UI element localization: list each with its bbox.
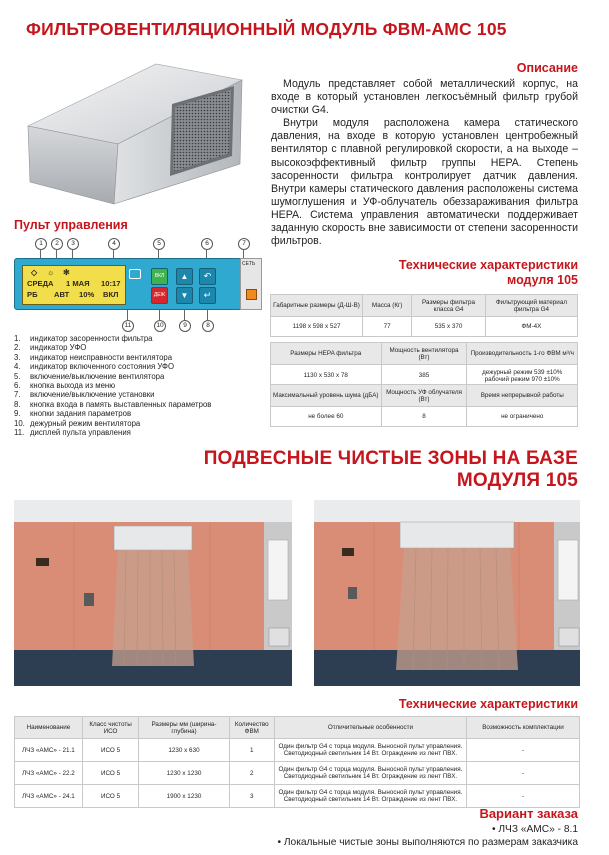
section-title-line2: МОДУЛЯ 105 xyxy=(456,470,578,491)
zone-specs-heading: Технические характеристики xyxy=(398,697,578,711)
uv-indicator-icon: ☼ xyxy=(47,268,55,277)
table-header: Время непрерывной работы xyxy=(467,385,578,407)
table-header: Производительность 1-го ФВМ м³/ч xyxy=(467,343,578,365)
table-header: Фильтрующий материал фильтра G4 xyxy=(485,295,577,317)
table-header: Мощность УФ облучателя (Вт) xyxy=(381,385,467,407)
callout-3: 3 xyxy=(67,238,79,250)
clean-zone-photo-2 xyxy=(314,500,580,686)
callout-4: 4 xyxy=(108,238,120,250)
table-header: Масса (Кг) xyxy=(363,295,412,317)
table-header: Отличительные особенности xyxy=(274,717,466,739)
table-cell: 77 xyxy=(363,317,412,337)
module-specs-table-1 xyxy=(270,294,578,337)
working-capacity: рабочий режим 970 ±10% xyxy=(484,375,560,383)
panel-display xyxy=(22,265,126,305)
return-arrow-icon: ↶ xyxy=(203,271,212,281)
section-title xyxy=(150,448,578,492)
table-header: Класс чистоты ИСО xyxy=(82,717,139,739)
power-switch[interactable] xyxy=(246,289,257,300)
legend-item: 4. индикатор включенного состояния УФО xyxy=(14,362,175,372)
display-mode-2: АВТ xyxy=(54,290,70,299)
table-header: Размеры фильтра класса G4 xyxy=(412,295,486,317)
power-unit xyxy=(240,258,262,310)
control-panel-heading: Пульт управления xyxy=(14,218,128,232)
order-option-1: • ЛЧЗ «АМС» - 8.1 xyxy=(491,824,578,835)
table-row: ЛЧЗ «АМС» - 21.1 ИСО 5 1230 х 630 1 Один фильтр G4 с торца модуля. Выносной пульт управления. Светодиодный светильник 14 Вт. Ограждение из лент ПВХ. - xyxy=(15,739,580,762)
display-percent: 10% xyxy=(79,290,95,299)
order-option-2: • Локальные чистые зоны выполняются по размерам заказчика xyxy=(277,837,578,848)
legend-item: 3. индикатор неисправности вентилятора xyxy=(14,352,173,362)
legend-item: 8. кнопка входа в память выставленных параметров xyxy=(14,399,212,409)
module-specs-table-2 xyxy=(270,342,578,387)
table-cell: 1130 х 530 х 78 xyxy=(271,365,382,387)
description-text xyxy=(271,78,578,248)
table-cell: не более 60 xyxy=(271,407,382,427)
arrow-up-icon: ▲ xyxy=(180,272,189,281)
table-header: Мощность вентилятора (Вт) xyxy=(381,343,467,365)
fan-fault-icon: ✻ xyxy=(63,268,70,277)
filter-indicator-icon: ◇ xyxy=(31,268,38,277)
description-paragraph-1: Модуль представляет собой металлический корпус, на входе в который установлен легкосъёмный фильтр грубой очистки G4. xyxy=(271,78,578,117)
callout-5: 5 xyxy=(153,238,165,250)
legend-item: 2. индикатор УФО xyxy=(14,343,87,353)
arrow-down-icon: ▼ xyxy=(180,291,189,300)
callout-8: 8 xyxy=(202,320,214,332)
description-heading: Описание xyxy=(516,61,578,75)
zone-specs-table xyxy=(14,716,580,808)
module-specs-table-3 xyxy=(270,384,578,427)
display-mode-1: РБ xyxy=(27,290,38,299)
legend-item: 1. индикатор засоренности фильтра xyxy=(14,334,153,343)
callout-11: 11 xyxy=(122,320,134,332)
legend-item: 10. дежурный режим вентилятора xyxy=(14,418,141,428)
power-label: СЕТЬ xyxy=(242,261,256,267)
display-state: ВКЛ xyxy=(103,290,119,299)
table-cell: 1198 х 598 х 527 xyxy=(271,317,363,337)
section-title-line1: ПОДВЕСНЫЕ ЧИСТЫЕ ЗОНЫ НА БАЗЕ xyxy=(203,448,578,469)
description-paragraph-2: Внутри модуля расположена камера статического давления, на входе в которую установлен центробежный вентилятор с плавной регулировкой скорости, а на выходе – высокоэффективный фильтр группы HEPA. Степень засоренности фильтра контролирует датчик давления. Внутри камеры статического давления расположены система шумоглушения и УФ-облучатель обеззараживания фильтра HEPA. Система управления автоматически поддерживает заданную скорость вне зависимости от степени засоренности фильтров. xyxy=(271,117,578,248)
legend-item: 5. включение/выключение вентилятора xyxy=(14,371,165,381)
table-cell: ФМ-4Х xyxy=(485,317,577,337)
table-header: Возможность комплектации xyxy=(466,717,579,739)
callout-2: 2 xyxy=(51,238,63,250)
module-specs-heading-line1: Технические характеристики xyxy=(398,258,578,272)
page-title: ФИЛЬТРОВЕНТИЛЯЦИОННЫЙ МОДУЛЬ ФВМ-АМС 105 xyxy=(26,19,507,39)
control-panel-legend xyxy=(14,334,264,437)
enter-arrow-icon: ↵ xyxy=(203,290,212,300)
table-header: Наименование xyxy=(15,717,83,739)
order-heading: Вариант заказа xyxy=(479,806,578,821)
control-panel xyxy=(14,258,242,310)
module-specs-heading-line2: модуля 105 xyxy=(507,273,578,287)
table-header: Размеры HEPA фильтра xyxy=(271,343,382,365)
table-cell: не ограничено xyxy=(467,407,578,427)
menu-exit-button[interactable] xyxy=(199,268,216,285)
table-row: ЛЧЗ «АМС» - 22.2 ИСО 5 1230 х 1230 2 Один фильтр G4 с торца модуля. Выносной пульт управления. Светодиодный светильник 14 Вт. Ограждение из лент ПВХ. - xyxy=(15,762,580,785)
table-header: Габаритные размеры (Д-Ш-В) xyxy=(271,295,363,317)
fan-toggle-button[interactable]: ВКЛ xyxy=(151,268,168,285)
table-cell: 385 xyxy=(381,365,467,387)
callout-7: 7 xyxy=(238,238,250,250)
order-options xyxy=(200,823,578,849)
param-up-button[interactable] xyxy=(176,268,193,285)
standby-mode-button[interactable]: ДЕЖ xyxy=(151,287,168,304)
callout-1: 1 xyxy=(35,238,47,250)
uv-on-indicator-icon xyxy=(129,269,141,279)
legend-item: 6. кнопка выхода из меню xyxy=(14,381,116,391)
table-cell: 8 xyxy=(381,407,467,427)
callout-10: 10 xyxy=(154,320,166,332)
legend-item: 11. дисплей пульта управления xyxy=(14,428,131,438)
display-day: СРЕДА xyxy=(27,279,54,288)
callout-9: 9 xyxy=(179,320,191,332)
param-down-button[interactable] xyxy=(176,287,193,304)
table-cell: 535 х 370 xyxy=(412,317,486,337)
standby-capacity: дежурный режим 539 ±10% xyxy=(482,368,563,376)
module-illustration xyxy=(14,52,254,210)
control-panel-diagram xyxy=(14,234,260,332)
legend-item: 7. включение/выключение установки xyxy=(14,390,155,400)
table-header: Максимальный уровень шума (дБА) xyxy=(271,385,382,407)
table-row: ЛЧЗ «АМС» - 24.1 ИСО 5 1900 х 1230 3 Один фильтр G4 с торца модуля. Выносной пульт управления. Светодиодный светильник 14 Вт. Ограждение из лент ПВХ. - xyxy=(15,785,580,808)
table-header: Размеры мм (ширина-глубина) xyxy=(139,717,229,739)
module-specs-heading xyxy=(330,258,578,288)
clean-zone-photo-1 xyxy=(14,500,292,686)
legend-item: 9. кнопки задания параметров xyxy=(14,409,132,419)
table-header: Количество ФВМ xyxy=(229,717,274,739)
memory-enter-button[interactable] xyxy=(199,287,216,304)
display-time: 10:17 xyxy=(101,279,121,288)
callout-6: 6 xyxy=(201,238,213,250)
display-date: 1 МАЯ xyxy=(66,279,90,288)
